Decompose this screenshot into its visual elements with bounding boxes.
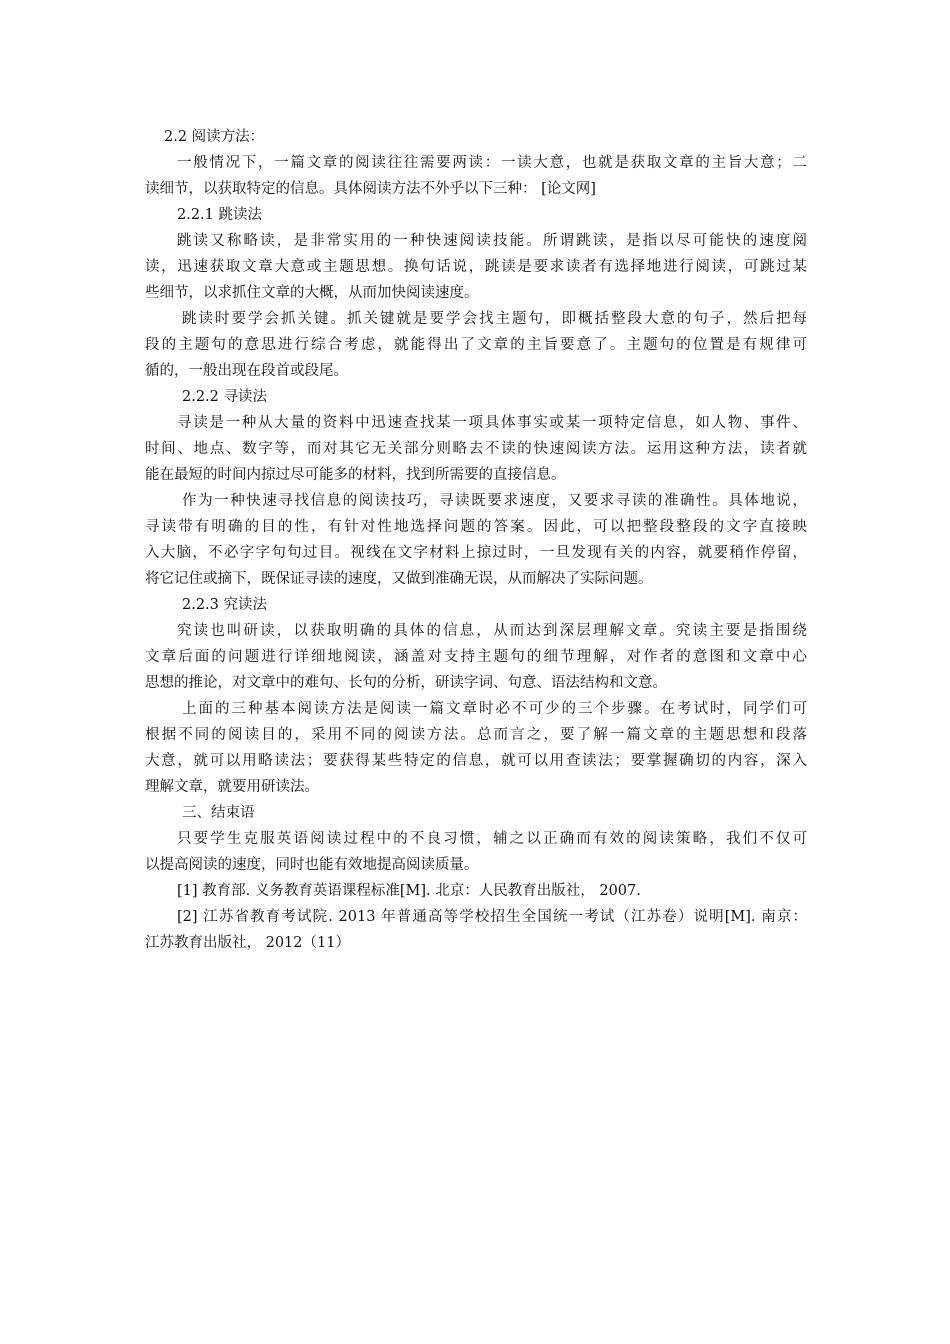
scan-reading-p2-line-4: 将它记住或摘下，既保证寻读的速度，又做到准确无误，从而解决了实际问题。: [145, 571, 653, 587]
reference-1: [1] 教育部. 义务教育英语课程标准[M]. 北京：人民教育出版社， 2007.: [177, 883, 641, 899]
scan-reading-p2-line-3: 入大脑，不必字字句句过目。视线在文字材料上掠过时，一旦发现有关的内容，就要稍作停留，: [145, 545, 807, 561]
skip-reading-p1-line-2: 读，迅速获取文章大意或主题思想。换句话说，跳读是要求读者有选择地进行阅读，可跳过某: [145, 259, 807, 275]
study-reading-p1-line-2: 文章后面的问题进行详细地阅读，涵盖对支持主题句的细节理解，对作者的意图和文章中心: [145, 649, 807, 665]
conclusion-line-1: 只要学生克服英语阅读过程中的不良习惯，辅之以正确而有效的阅读策略，我们不仅可: [177, 831, 807, 847]
conclusion-heading: 三、结束语: [182, 805, 255, 821]
section-heading-2-2-1: 2.2.1 跳读法: [177, 207, 263, 223]
reference-2-line-2: 江苏教育出版社， 2012（11）: [145, 935, 350, 951]
skip-reading-p1-line-3: 些细节，以求抓住文章的大概，从而加快阅读速度。: [145, 285, 479, 301]
study-reading-p1-line-3: 思想的推论，对文章中的难句、长句的分析，研读字词、句意、语法结构和文意。: [145, 675, 667, 691]
study-reading-p2-line-3: 大意，就可以用略读法；要获得某些特定的信息，就可以用查读法；要掌握确切的内容，深入: [145, 753, 807, 769]
section-heading-2-2-3: 2.2.3 究读法: [182, 597, 268, 613]
skip-reading-p1-line-1: 跳读又称略读，是非常实用的一种快速阅读技能。所谓跳读，是指以尽可能快的速度阅: [177, 233, 807, 249]
reference-2-line-1: [2] 江苏省教育考试院. 2013 年普通高等学校招生全国统一考试（江苏卷）说明[M]. 南京：: [177, 909, 807, 925]
scan-reading-p1-line-3: 能在最短的时间内掠过尽可能多的材料，找到所需要的直接信息。: [145, 467, 566, 483]
intro-line-1: 一般情况下，一篇文章的阅读往往需要两读：一读大意，也就是获取文章的主旨大意；二: [177, 155, 807, 171]
study-reading-p2-line-4: 理解文章，就要用研读法。: [145, 779, 319, 795]
intro-line-2: 读细节，以获取特定的信息。具体阅读方法不外乎以下三种： [论文网]: [145, 181, 596, 197]
skip-reading-p2-line-1: 跳读时要学会抓关键。抓关键就是要学会找主题句，即概括整段大意的句子，然后把每: [182, 311, 807, 327]
study-reading-p1-line-1: 究读也叫研读，以获取明确的具体的信息，从而达到深层理解文章。究读主要是指围绕: [177, 623, 807, 639]
skip-reading-p2-line-2: 段的主题句的意思进行综合考虑，就能得出了文章的主旨要意了。主题句的位置是有规律可: [145, 337, 807, 353]
conclusion-line-2: 以提高阅读的速度，同时也能有效地提高阅读质量。: [145, 857, 479, 873]
study-reading-p2-line-1: 上面的三种基本阅读方法是阅读一篇文章时必不可少的三个步骤。在考试时，同学们可: [182, 701, 807, 717]
section-heading-2-2-2: 2.2.2 寻读法: [182, 389, 268, 405]
section-heading-2-2: 2.2 阅读方法：: [164, 129, 265, 145]
scan-reading-p1-line-2: 时间、地点、数字等，而对其它无关部分则略去不读的快速阅读方法。运用这种方法，读者就: [145, 441, 807, 457]
skip-reading-p2-line-3: 循的，一般出现在段首或段尾。: [145, 363, 348, 379]
scan-reading-p1-line-1: 寻读是一种从大量的资料中迅速查找某一项具体事实或某一项特定信息，如人物、事件、: [177, 415, 807, 431]
document-body: [145, 124, 807, 956]
scan-reading-p2-line-1: 作为一种快速寻找信息的阅读技巧，寻读既要求速度，又要求寻读的准确性。具体地说，: [182, 493, 807, 509]
study-reading-p2-line-2: 根据不同的阅读目的，采用不同的阅读方法。总而言之，要了解一篇文章的主题思想和段落: [145, 727, 807, 743]
scan-reading-p2-line-2: 寻读带有明确的目的性，有针对性地选择问题的答案。因此，可以把整段整段的文字直接映: [145, 519, 807, 535]
